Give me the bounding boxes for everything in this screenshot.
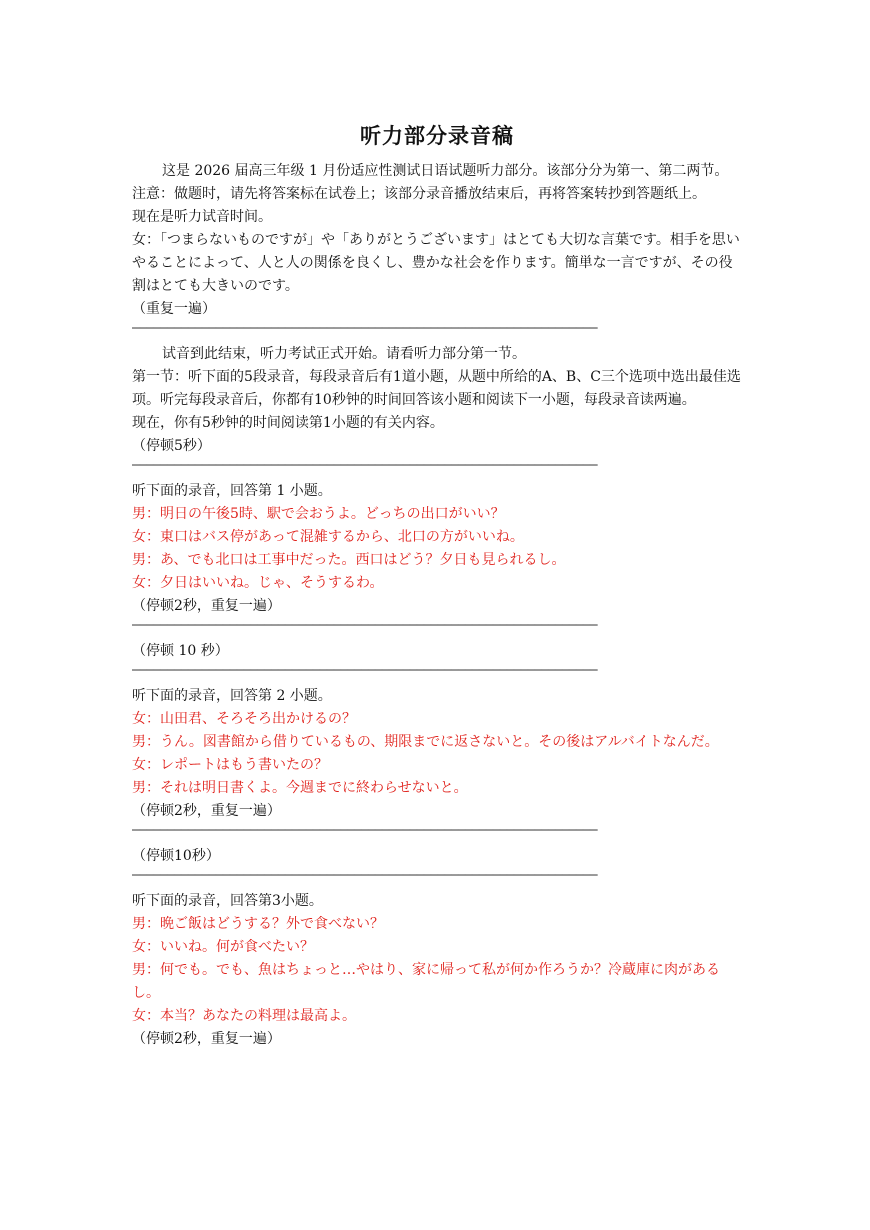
divider-line: ——————————————————————————————————————————————————————————————————— <box>132 823 597 837</box>
divider-line: ——————————————————————————————————————————————————————————————————— <box>132 663 597 677</box>
q1-header: 听下面的录音，回答第 1 小题。 <box>132 483 332 499</box>
divider-line: ——————————————————————————————————————————————————————————————————— <box>132 868 597 882</box>
dialogue-line: 女：本当？あなたの料理は最高よ。 <box>132 1008 356 1024</box>
note-paragraph: 注意：做题时，请先将答案标在试卷上；该部分录音播放结束后，再将答案转抄到答题纸上。 <box>132 186 706 202</box>
dialogue-line: 男：何でも。でも、魚はちょっと…やはり、家に帰って私が何か作ろうか？冷蔵庫に肉があるし。 <box>132 962 720 1001</box>
dialogue-line: 女：山田君、そろそろ出かけるの？ <box>132 711 356 727</box>
dialogue-line: 男：うん。図書館から借りているもの、期限までに返さないと。その後はアルバイトなんだ。 <box>132 734 719 750</box>
dialogue-line: 男：それは明日書くよ。今週までに終わらせないと。 <box>132 780 468 796</box>
section1-instructions: 第一节：听下面的5段录音，每段录音后有1道小题，从题中所给的A、B、C三个选项中选出最佳选项。听完每段录音后，你都有10秒钟的时间回答该小题和阅读下一小题，每段录音读两遍。 <box>132 369 741 408</box>
divider-line: ——————————————————————————————————————————————————————————————————— <box>132 618 597 632</box>
trial-time-notice: 现在是听力试音时间。 <box>132 209 272 225</box>
pause-10s: （停顿10秒） <box>132 848 220 864</box>
page-title: 听力部分录音稿 <box>360 123 514 148</box>
dialogue-line: 男：晩ご飯はどうする？外で食べない？ <box>132 916 384 932</box>
start-notice: 试音到此结束，听力考试正式开始。请看听力部分第一节。 <box>162 346 526 362</box>
q3-header: 听下面的录音，回答第3小题。 <box>132 893 323 909</box>
dialogue-line: 男：あ、でも北口は工事中だった。西口はどう？夕日も見られるし。 <box>132 552 566 568</box>
pause-repeat: （停顿2秒，重复一遍） <box>132 1031 281 1047</box>
read-q1-notice: 现在，你有5秒钟的时间阅读第1小题的有关内容。 <box>132 415 444 431</box>
q2-header: 听下面的录音，回答第 2 小题。 <box>132 688 332 704</box>
divider-line: ——————————————————————————————————————————————————————————————————— <box>132 458 597 472</box>
dialogue-line: 女：東口はバス停があって混雑するから、北口の方がいいね。 <box>132 529 524 545</box>
repeat-instruction: （重复一遍） <box>132 301 216 317</box>
pause-repeat: （停顿2秒，重复一遍） <box>132 598 281 614</box>
dialogue-line: 男：明日の午後5時、駅で会おうよ。どっちの出口がいい？ <box>132 506 505 522</box>
pause-5s: （停顿5秒） <box>132 438 211 454</box>
trial-audio-text: 女：「つまらないものですが」や「ありがとうございます」はとても大切な言葉です。相手を思いやることによって、人と人の関係を良くし、豊かな社会を作ります。簡単な一言ですが、その役割はとても大きいのです。 <box>132 232 740 294</box>
intro-paragraph: 这是 2026 届高三年级 1 月份适应性测试日语试题听力部分。该部分分为第一、第二两节。 <box>162 163 729 179</box>
dialogue-line: 女：いいね。何が食べたい？ <box>132 939 314 955</box>
dialogue-line: 女：レポートはもう書いたの？ <box>132 757 328 773</box>
dialogue-line: 女：夕日はいいね。じゃ、そうするわ。 <box>132 575 384 591</box>
divider-line: ——————————————————————————————————————————————————————————————————— <box>132 321 597 335</box>
pause-repeat: （停顿2秒，重复一遍） <box>132 803 281 819</box>
pause-10s: （停顿 10 秒） <box>132 643 229 659</box>
